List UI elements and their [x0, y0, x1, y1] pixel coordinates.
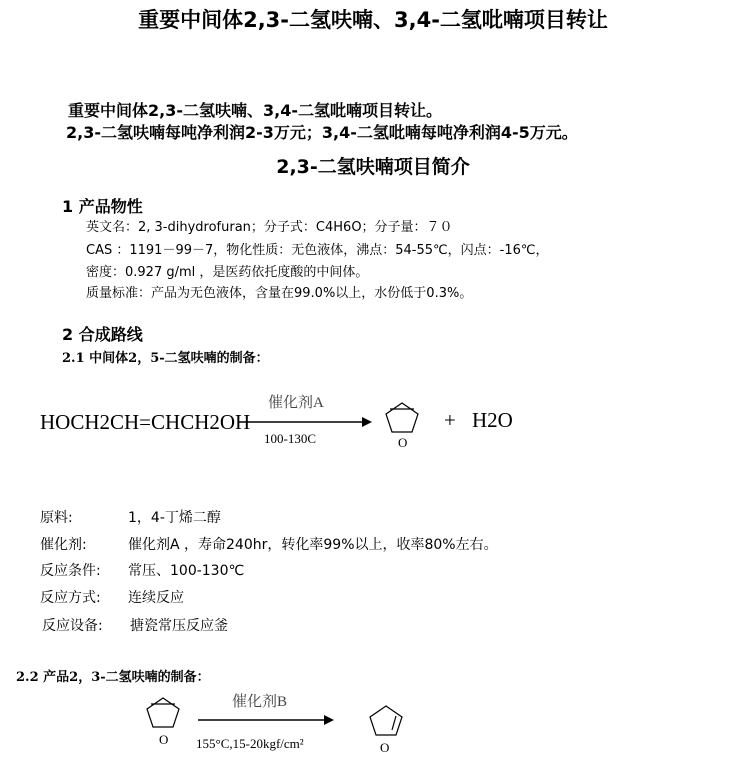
detail-label-raw-material: 原料:	[40, 510, 73, 526]
ring-oxygen-label-product: O	[380, 740, 390, 755]
lead-line-2: 2,3-二氢呋喃每吨净利润2-3万元；3,4-二氢吡喃每吨净利润4-5万元。	[66, 123, 578, 142]
route-heading: 2 合成路线	[62, 325, 143, 344]
dihydrofuran-ring-25	[386, 403, 418, 450]
detail-label-conditions: 反应条件:	[40, 563, 101, 579]
detail-label-mode: 反应方式:	[40, 590, 101, 606]
lead-line-1: 重要中间体2,3-二氢呋喃、3,4-二氢吡喃项目转让。	[68, 101, 442, 120]
condition-b-label: 155°C,15-20kgf/cm²	[196, 736, 304, 751]
detail-label-equipment: 反应设备:	[42, 618, 103, 634]
water-formula: H2O	[472, 408, 513, 432]
properties-heading: 1 产品物性	[62, 197, 143, 216]
detail-value-conditions: 常压、100-130℃	[128, 563, 245, 579]
document-title: 重要中间体2,3-二氢呋喃、3,4-二氢吡喃项目转让	[138, 8, 608, 32]
section-title: 2,3-二氢呋喃项目简介	[276, 156, 470, 178]
detail-value-mode: 连续反应	[128, 590, 184, 606]
catalyst-b-label: 催化剂B	[232, 694, 288, 710]
property-line-cas: CAS ：1191－99－7，物化性质：无色液体，沸点：54-55℃，闪点：-16℃，	[86, 243, 549, 258]
property-line-english-name: 英文名：2, 3-dihydrofuran；分子式：C4H6O；分子量：７０	[86, 220, 453, 235]
ring-oxygen-label: O	[398, 435, 408, 450]
reaction-2-scheme	[0, 690, 746, 761]
property-line-density: 密度：0.927 g/ml ，是医药依托度酸的中间体。	[86, 265, 369, 280]
reaction-2-arrow-head	[324, 715, 334, 725]
ring-oxygen-label-start: O	[159, 732, 169, 747]
property-line-quality: 质量标准：产品为无色液体，含量在99.0%以上，水份低于0.3%。	[86, 286, 473, 301]
subsection-2-2-heading: 2.2 产品2，3-二氢呋喃的制备：	[16, 670, 210, 685]
reactant-formula: HOCH2CH=CHCH2OH	[40, 410, 251, 434]
reaction-arrow-head	[362, 417, 372, 427]
detail-value-equipment: 搪瓷常压反应釜	[130, 618, 228, 634]
plus-sign: +	[444, 408, 456, 432]
condition-label: 100-130C	[264, 431, 316, 446]
detail-value-catalyst: 催化剂A ，寿命240hr，转化率99%以上，收率80%左右。	[128, 537, 498, 553]
dihydrofuran-ring-25-start	[147, 698, 179, 747]
catalyst-a-label: 催化剂A	[268, 395, 324, 411]
reaction-1-scheme	[0, 385, 746, 465]
subsection-2-1-heading: 2.1 中间体2，5-二氢呋喃的制备：	[62, 351, 269, 366]
detail-value-raw-material: 1，4-丁烯二醇	[128, 510, 221, 526]
dihydrofuran-ring-23-product	[370, 706, 402, 755]
detail-label-catalyst: 催化剂:	[40, 537, 87, 553]
